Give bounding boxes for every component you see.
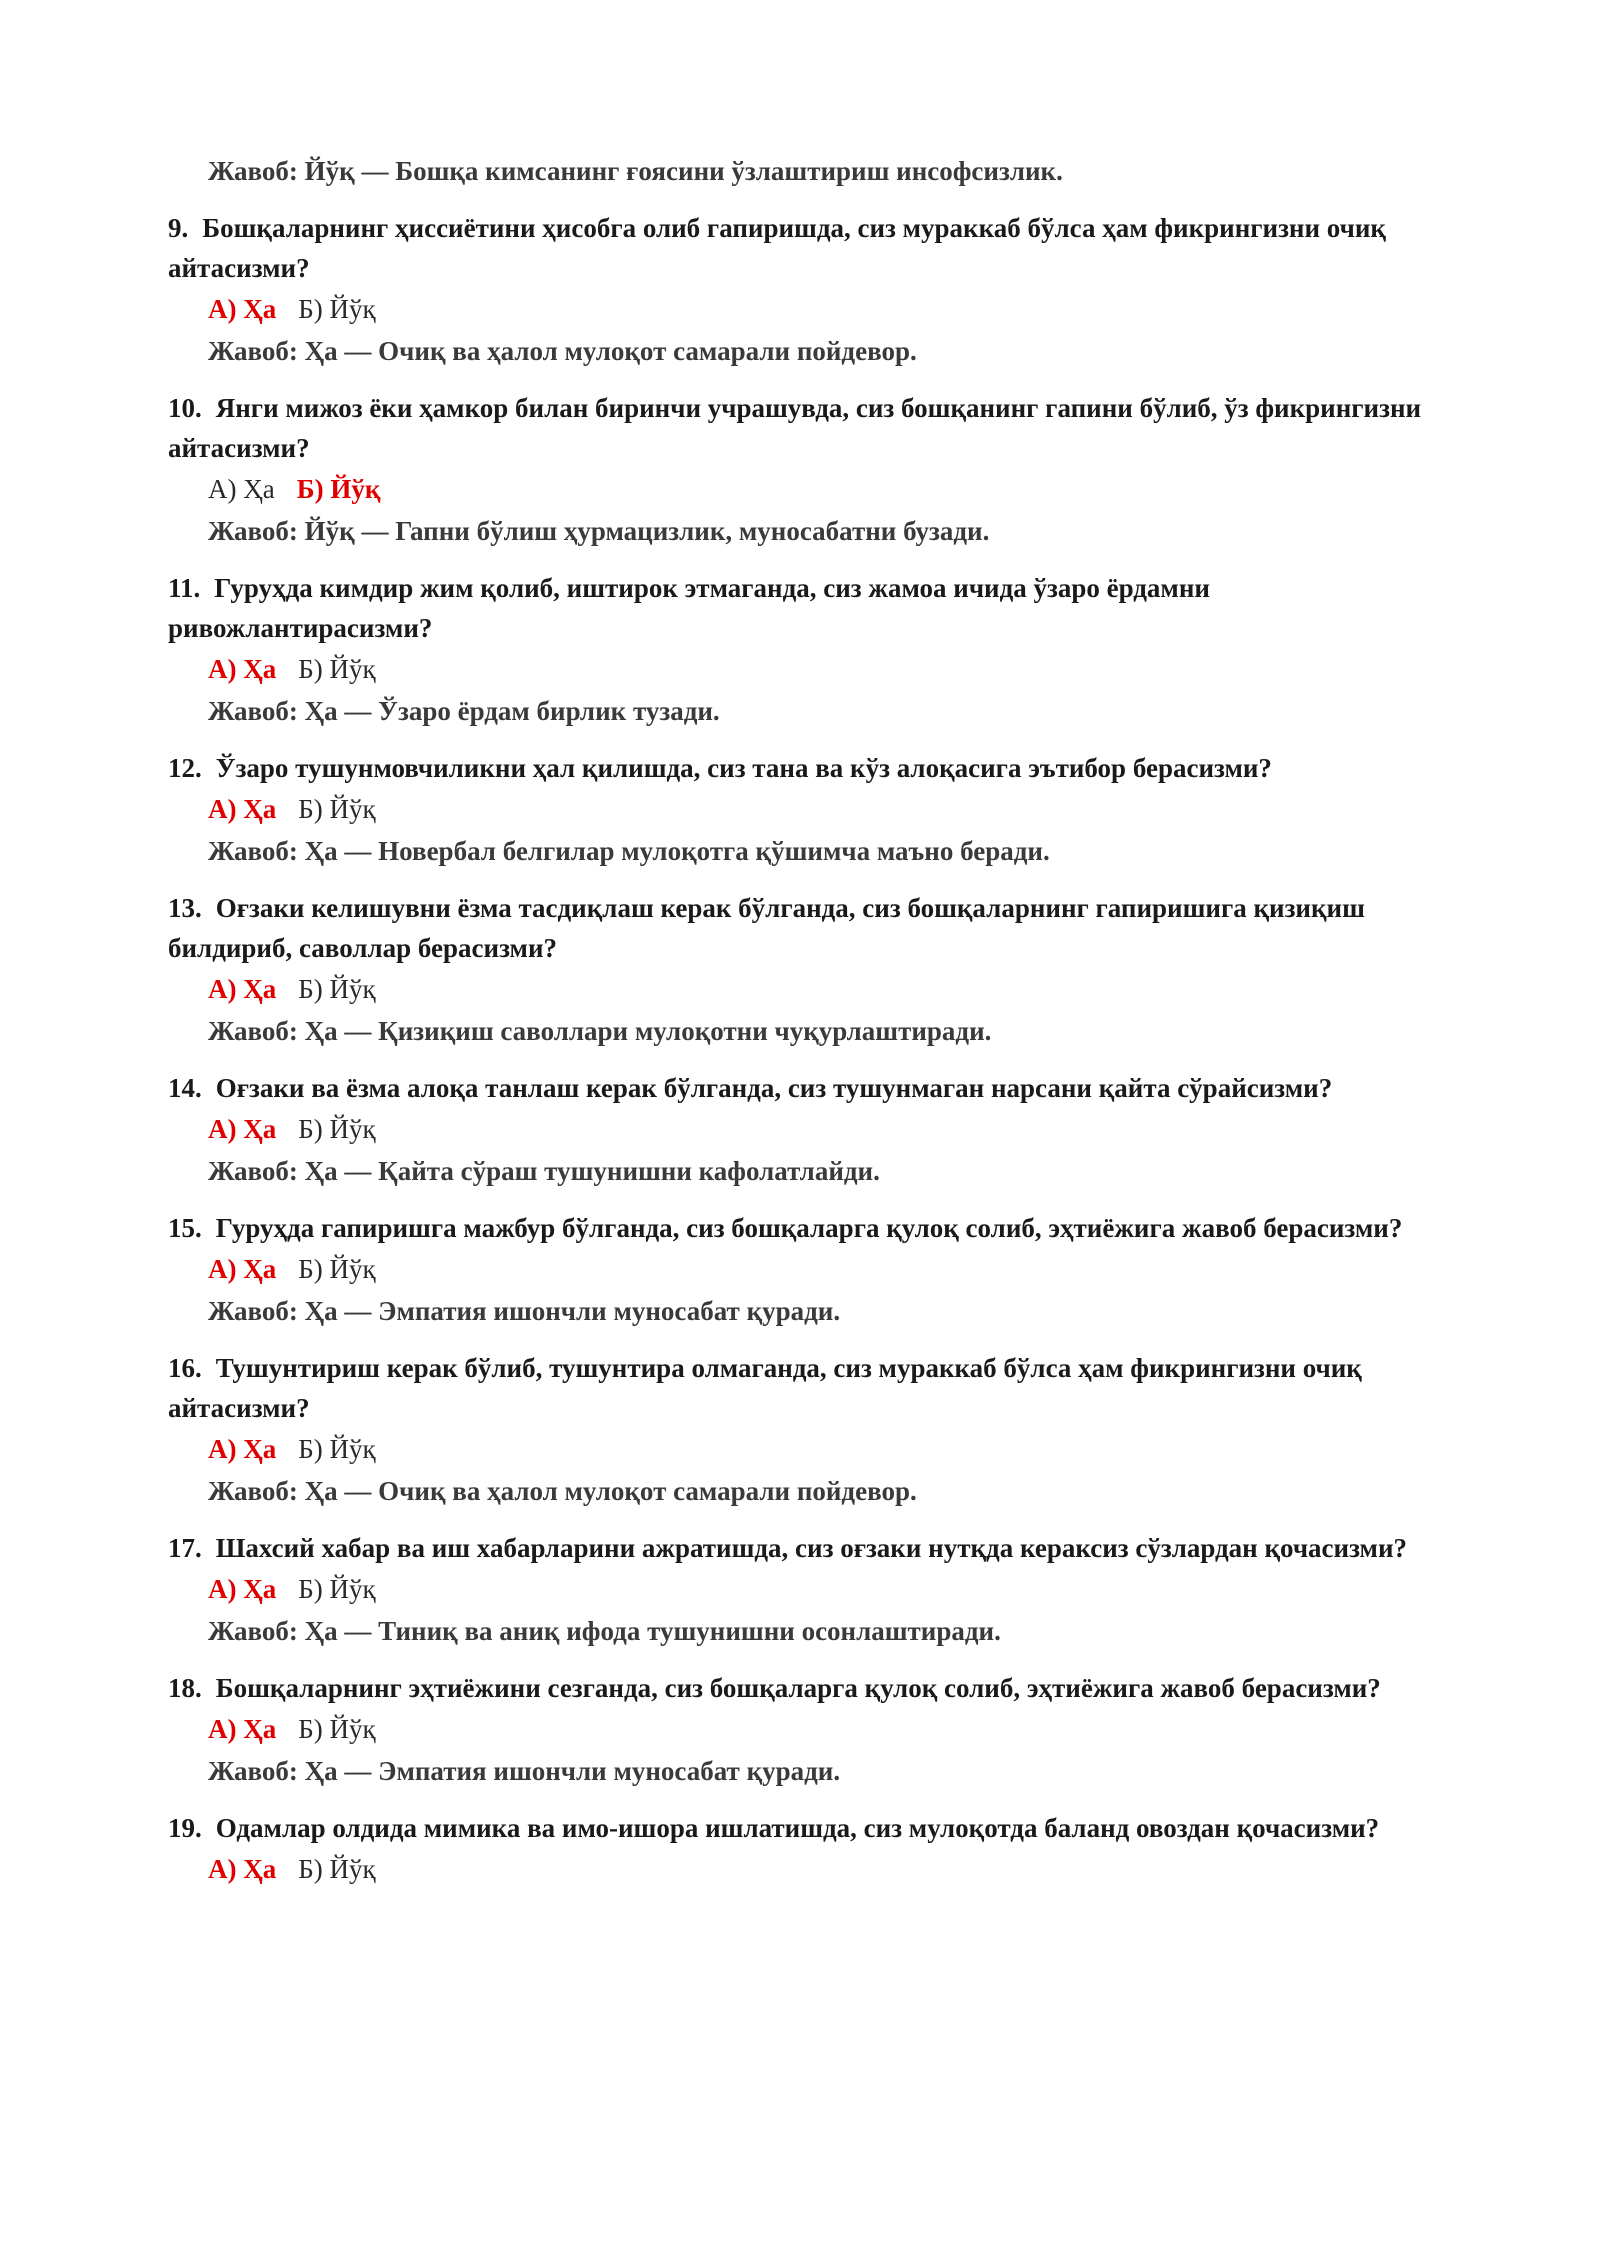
answer-text: Жавоб: Ҳа — Эмпатия ишончли муносабат қуради. bbox=[208, 1296, 841, 1326]
question-body: Ўзаро тушунмовчиликни ҳал қилишда, сиз тана ва кўз алоқасига эътибор берасизми? bbox=[215, 753, 1272, 783]
question-number: 15. bbox=[168, 1213, 202, 1243]
question-body: Оғзаки ва ёзма алоқа танлаш керак бўлганда, сиз тушунмаган нарсани қайта сўрайсизми? bbox=[215, 1073, 1333, 1103]
question-number: 11. bbox=[168, 573, 201, 603]
answer-text: Жавоб: Ҳа — Ўзаро ёрдам бирлик тузади. bbox=[208, 696, 720, 726]
question-body: Бошқаларнинг ҳиссиётини ҳисобга олиб гапиришда, сиз мураккаб бўлса ҳам фикрингизни очиқ айтасизми? bbox=[168, 213, 1386, 283]
answer-text: Жавоб: Ҳа — Очиқ ва ҳалол мулоқот самарали пойдевор. bbox=[208, 336, 917, 366]
option-b: Б) Йўқ bbox=[298, 654, 376, 684]
question-body: Янги мижоз ёки ҳамкор билан биринчи учрашувда, сиз бошқанинг гапини бўлиб, ўз фикрингизни айтасизми? bbox=[168, 393, 1422, 463]
question-text bbox=[168, 888, 1468, 968]
option-a: А) Ҳа bbox=[208, 1434, 277, 1464]
answer-options bbox=[168, 1848, 1468, 1890]
question-body: Гуруҳда кимдир жим қолиб, иштирок этмаганда, сиз жамоа ичида ўзаро ёрдамни ривожлантирасизми? bbox=[168, 573, 1210, 643]
answer-text: Жавоб: Ҳа — Очиқ ва ҳалол мулоқот самарали пойдевор. bbox=[208, 1476, 917, 1506]
question-number: 12. bbox=[168, 753, 202, 783]
option-b: Б) Йўқ bbox=[298, 1854, 376, 1884]
question-number: 18. bbox=[168, 1673, 202, 1703]
question-number: 16. bbox=[168, 1353, 202, 1383]
option-b: Б) Йўқ bbox=[298, 294, 376, 324]
option-a: А) Ҳа bbox=[208, 1714, 277, 1744]
question-block bbox=[168, 748, 1468, 872]
answer-text: Жавоб: Ҳа — Қизиқиш саволлари мулоқотни чуқурлаштиради. bbox=[208, 1016, 992, 1046]
option-b: Б) Йўқ bbox=[298, 1574, 376, 1604]
option-a: А) Ҳа bbox=[208, 794, 277, 824]
option-a: А) Ҳа bbox=[208, 974, 277, 1004]
question-block bbox=[168, 1068, 1468, 1192]
answer-options bbox=[168, 1568, 1468, 1610]
answer-options bbox=[168, 468, 1468, 510]
question-number: 13. bbox=[168, 893, 202, 923]
answer-options bbox=[168, 968, 1468, 1010]
option-b: Б) Йўқ bbox=[298, 794, 376, 824]
answer-options bbox=[168, 1108, 1468, 1150]
answer-text: Жавоб: Ҳа — Новербал белгилар мулоқотга қўшимча маъно беради. bbox=[208, 836, 1050, 866]
question-body: Оғзаки келишувни ёзма тасдиқлаш керак бўлганда, сиз бошқаларнинг гапиришига қизиқиш билдириб, саволлар берасизми? bbox=[168, 893, 1365, 963]
question-block bbox=[168, 208, 1468, 372]
option-b: Б) Йўқ bbox=[298, 1714, 376, 1744]
question-body: Шахсий хабар ва иш хабарларини ажратишда, сиз оғзаки нутқда кераксиз сўзлардан қочасизми? bbox=[215, 1533, 1408, 1563]
question-number: 9. bbox=[168, 213, 189, 243]
answer-options bbox=[168, 1428, 1468, 1470]
option-b: Б) Йўқ bbox=[296, 474, 381, 504]
question-block bbox=[168, 1808, 1468, 1890]
question-list bbox=[168, 208, 1468, 1890]
question-text bbox=[168, 1208, 1468, 1248]
answer-options bbox=[168, 1708, 1468, 1750]
question-block bbox=[168, 1668, 1468, 1792]
option-b: Б) Йўқ bbox=[298, 974, 376, 1004]
option-b: Б) Йўқ bbox=[298, 1254, 376, 1284]
answer-text: Жавоб: Йўқ — Бошқа кимсанинг ғоясини ўзлаштириш инсофсизлик. bbox=[208, 156, 1063, 186]
option-a: А) Ҳа bbox=[208, 294, 277, 324]
question-number: 14. bbox=[168, 1073, 202, 1103]
answer-text: Жавоб: Ҳа — Тиниқ ва аниқ ифода тушунишни осонлаштиради. bbox=[208, 1616, 1001, 1646]
question-text bbox=[168, 1808, 1468, 1848]
question-number: 17. bbox=[168, 1533, 202, 1563]
option-a: А) Ҳа bbox=[208, 654, 277, 684]
question-block bbox=[168, 568, 1468, 732]
answer-options bbox=[168, 1248, 1468, 1290]
question-text bbox=[168, 208, 1468, 288]
question-text bbox=[168, 1068, 1468, 1108]
question-block bbox=[168, 1528, 1468, 1652]
question-text bbox=[168, 748, 1468, 788]
option-a: А) Ҳа bbox=[208, 1574, 277, 1604]
question-block bbox=[168, 1348, 1468, 1512]
question-text bbox=[168, 388, 1468, 468]
question-block bbox=[168, 888, 1468, 1052]
option-a: А) Ҳа bbox=[208, 474, 275, 504]
answer-text: Жавоб: Ҳа — Эмпатия ишончли муносабат қуради. bbox=[208, 1756, 841, 1786]
question-body: Тушунтириш керак бўлиб, тушунтира олмаганда, сиз мураккаб бўлса ҳам фикрингизни очиқ айтасизми? bbox=[168, 1353, 1362, 1423]
document-content bbox=[168, 150, 1468, 1906]
question-text bbox=[168, 568, 1468, 648]
question-number: 10. bbox=[168, 393, 202, 423]
question-block bbox=[168, 1208, 1468, 1332]
question-text bbox=[168, 1668, 1468, 1708]
option-a: А) Ҳа bbox=[208, 1254, 277, 1284]
question-text bbox=[168, 1348, 1468, 1428]
option-a: А) Ҳа bbox=[208, 1114, 277, 1144]
question-body: Бошқаларнинг эҳтиёжини сезганда, сиз бошқаларга қулоқ солиб, эҳтиёжига жавоб берасизми? bbox=[215, 1673, 1381, 1703]
question-body: Одамлар олдида мимика ва имо-ишора ишлатишда, сиз мулоқотда баланд овоздан қочасизми? bbox=[215, 1813, 1380, 1843]
option-b: Б) Йўқ bbox=[298, 1434, 376, 1464]
option-b: Б) Йўқ bbox=[298, 1114, 376, 1144]
answer-options bbox=[168, 288, 1468, 330]
question-block bbox=[168, 388, 1468, 552]
question-text bbox=[168, 1528, 1468, 1568]
question-body: Гуруҳда гапиришга мажбур бўлганда, сиз бошқаларга қулоқ солиб, эҳтиёжига жавоб берасизми? bbox=[215, 1213, 1403, 1243]
answer-text: Жавоб: Йўқ — Гапни бўлиш ҳурмацизлик, муносабатни бузади. bbox=[208, 516, 990, 546]
answer-options bbox=[168, 788, 1468, 830]
answer-options bbox=[168, 648, 1468, 690]
option-a: А) Ҳа bbox=[208, 1854, 277, 1884]
question-number: 19. bbox=[168, 1813, 202, 1843]
answer-text: Жавоб: Ҳа — Қайта сўраш тушунишни кафолатлайди. bbox=[208, 1156, 880, 1186]
